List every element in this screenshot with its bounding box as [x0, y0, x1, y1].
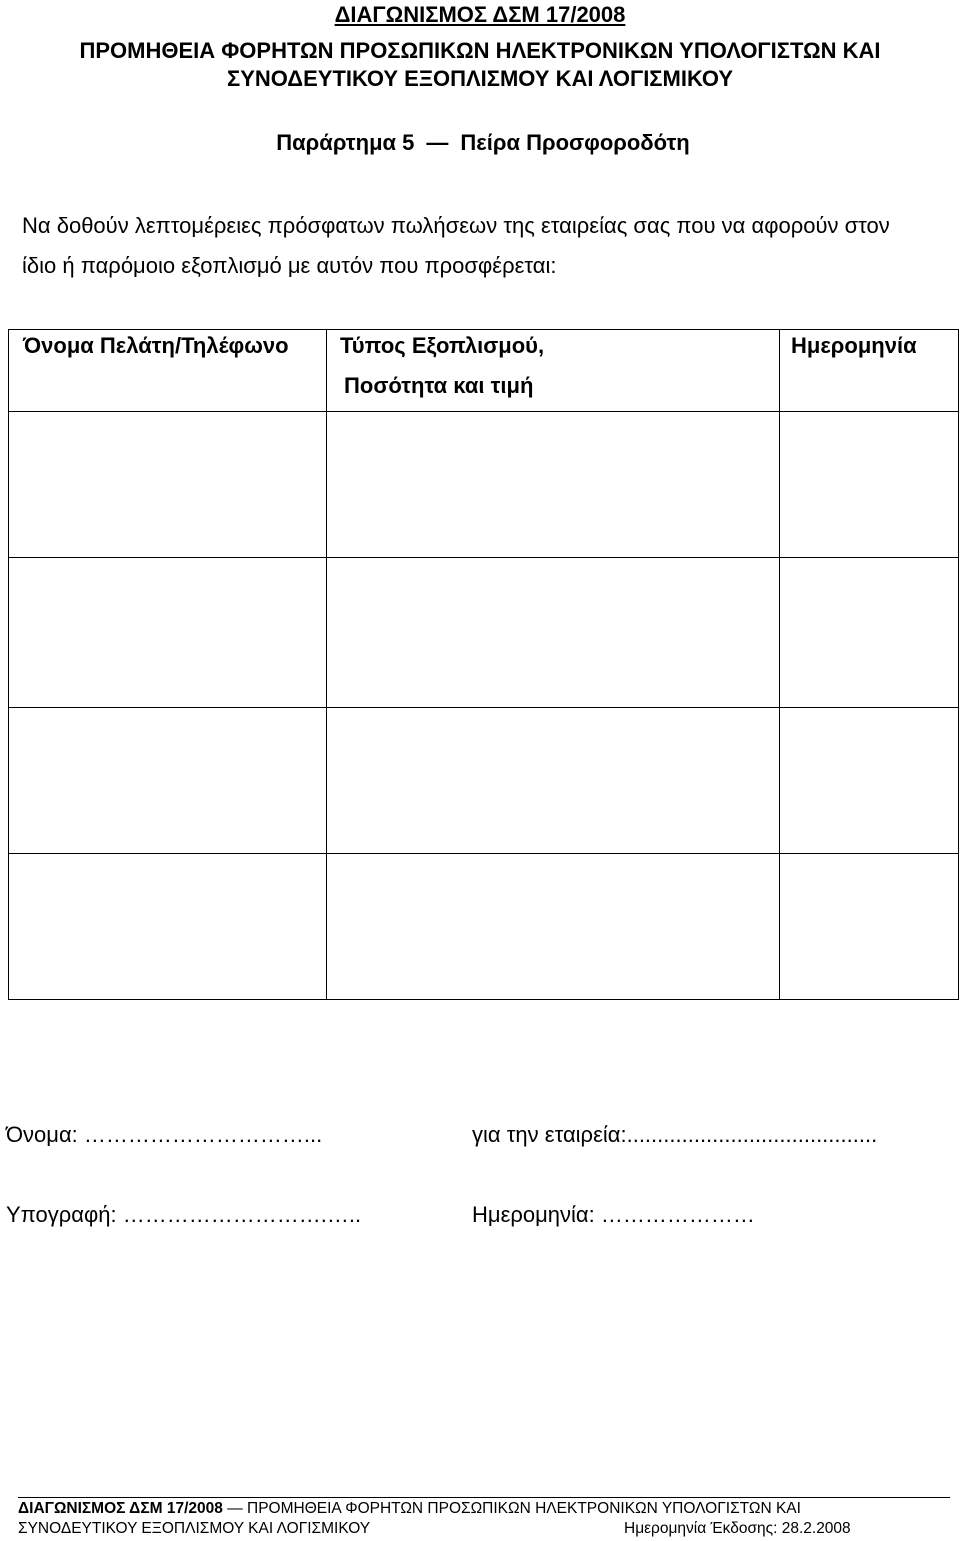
- table-cell-r1-customer[interactable]: [9, 412, 326, 557]
- footer-line-1: [18, 1500, 801, 1518]
- document-subject: [0, 37, 960, 93]
- table-cell-r3-customer[interactable]: [9, 708, 326, 853]
- table-cell-r3-equipment[interactable]: [327, 708, 779, 853]
- footer-subject-line-2: ΣΥΝΟΔΕΥΤΙΚΟΥ ΕΞΟΠΛΙΣΜΟΥ ΚΑΙ ΛΟΓΙΣΜΙΚΟΥ: [18, 1520, 371, 1537]
- subject-line-2: ΣΥΝΟΔΕΥΤΙΚΟΥ ΕΞΟΠΛΙΣΜΟΥ ΚΑΙ ΛΟΓΙΣΜΙΚΟΥ: [227, 66, 733, 91]
- footer-subject-line-1: ΠΡΟΜΗΘΕΙΑ ΦΟΡΗΤΩΝ ΠΡΟΣΩΠΙΚΩΝ ΗΛΕΚΤΡΟΝΙΚΩΝ ΥΠΟΛΟΓΙΣΤΩΝ ΚΑΙ: [247, 1500, 801, 1517]
- sales-reference-table: [8, 329, 959, 1000]
- subject-line-1: ΠΡΟΜΗΘΕΙΑ ΦΟΡΗΤΩΝ ΠΡΟΣΩΠΙΚΩΝ ΗΛΕΚΤΡΟΝΙΚΩΝ ΥΠΟΛΟΓΙΣΤΩΝ ΚΑΙ: [79, 38, 881, 63]
- footer-rule: [18, 1497, 950, 1498]
- annex-title: Πείρα Προσφοροδότη: [460, 130, 690, 155]
- annex-dash: —: [426, 130, 449, 155]
- sign-date-field[interactable]: Ημερομηνία: …………………: [472, 1202, 755, 1227]
- instructions-line-1: Να δοθούν λεπτομέρειες πρόσφατων πωλήσεων της εταιρείας σας που να αφορούν στον: [22, 213, 890, 238]
- annex-number: Παράρτημα 5: [276, 130, 415, 155]
- table-cell-r4-equipment[interactable]: [327, 854, 779, 999]
- footer-separator: —: [222, 1500, 248, 1517]
- column-header-customer: Όνομα Πελάτη/Τηλέφωνο: [23, 333, 289, 358]
- company-field[interactable]: για την εταιρεία:.........................................: [472, 1122, 878, 1147]
- column-header-date: Ημερομηνία: [791, 333, 917, 358]
- signer-name-field[interactable]: Όνομα: …………………………...: [6, 1122, 323, 1147]
- table-cell-r1-equipment[interactable]: [327, 412, 779, 557]
- table-cell-r1-date[interactable]: [780, 412, 958, 557]
- table-cell-r3-date[interactable]: [780, 708, 958, 853]
- column-header-equipment-line-1: Τύπος Εξοπλισμού,: [340, 333, 545, 358]
- table-cell-r4-customer[interactable]: [9, 854, 326, 999]
- table-cell-r2-equipment[interactable]: [327, 558, 779, 707]
- instructions-line-2: ίδιο ή παρόμοιο εξοπλισμό με αυτόν που προσφέρεται:: [22, 253, 557, 278]
- table-cell-r2-date[interactable]: [780, 558, 958, 707]
- annex-heading: [0, 130, 960, 156]
- footer-issue-date: Ημερομηνία Έκδοσης: 28.2.2008: [624, 1520, 851, 1537]
- column-header-equipment-line-2: Ποσότητα και τιμή: [344, 373, 534, 398]
- table-cell-r2-customer[interactable]: [9, 558, 326, 707]
- document-id-title: ΔΙΑΓΩΝΙΣΜΟΣ ΔΣΜ 17/2008: [334, 2, 626, 27]
- signature-field[interactable]: Υπογραφή: ……………………….…..: [6, 1202, 362, 1227]
- instructions-paragraph: [22, 206, 952, 286]
- footer-doc-id: ΔΙΑΓΩΝΙΣΜΟΣ ΔΣΜ 17/2008: [18, 1500, 223, 1517]
- table-cell-r4-date[interactable]: [780, 854, 958, 999]
